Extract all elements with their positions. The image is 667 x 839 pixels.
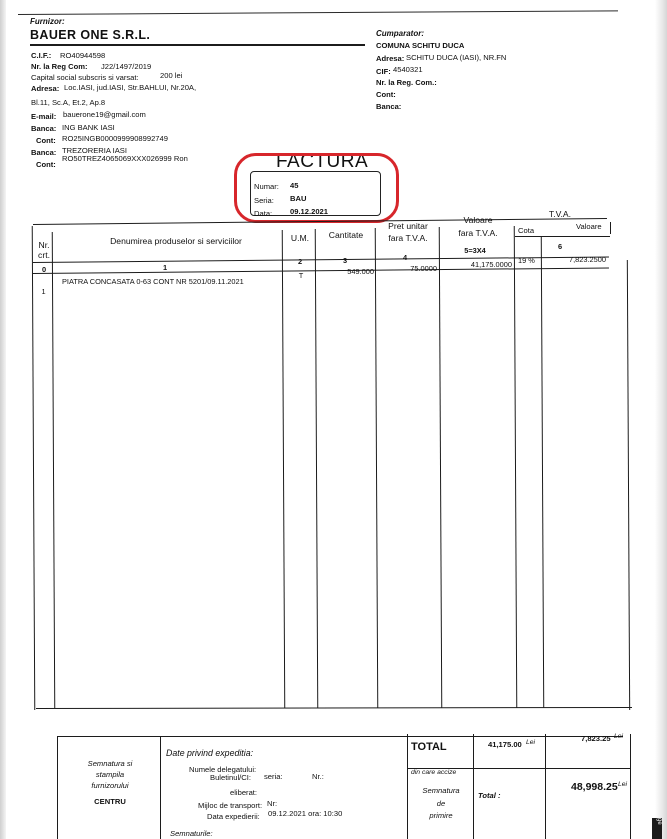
index-cell-4: 4	[402, 253, 408, 262]
supplier-bank2-label: Banca:	[31, 148, 57, 157]
index-cell-3: 3	[342, 256, 348, 265]
total-net-value: 41,175.00	[488, 740, 522, 749]
row-vat-rate: 19 %	[518, 256, 535, 265]
supplier-bank1-label: Banca:	[31, 124, 57, 133]
table-left-border	[32, 226, 36, 710]
col-divider-price	[439, 227, 443, 708]
table-right-border	[627, 260, 630, 710]
issued-label: eliberat:	[230, 788, 258, 797]
vat-header-right-edge	[610, 222, 611, 234]
supplier-bank2: TREZORERIA IASI	[62, 146, 127, 155]
scan-edge-left	[0, 0, 6, 839]
header-name: Denumirea produselor si serviciilor	[110, 236, 242, 246]
header-value-line2: fara T.V.A.	[458, 228, 498, 238]
supplier-signature-place: CENTRU	[94, 797, 126, 806]
header-vat-value: Valoare	[576, 222, 602, 231]
grand-total-unit: Lei	[618, 781, 628, 788]
index-cell-1: 1	[162, 263, 168, 272]
supplier-address-label: Adresa:	[31, 84, 60, 93]
dispatch-date-label: Data expedierii:	[207, 812, 260, 821]
side-edge-tab: ge	[652, 818, 662, 839]
header-vat-group: T.V.A.	[548, 209, 572, 219]
supplier-account1-label: Cont:	[36, 136, 56, 145]
footer-divider-vat	[545, 734, 546, 839]
supplier-heading: Furnizor:	[30, 17, 65, 26]
receipt-signature-line1: Semnatura	[422, 786, 460, 795]
grand-total-value: 48,998.25	[571, 781, 618, 793]
receipt-signature-line3: primire	[429, 811, 453, 820]
supplier-account2: RO50TREZ4065069XXX026999 Ron	[62, 154, 188, 163]
excise-label: din care accize	[411, 769, 457, 776]
supplier-name: BAUER ONE S.R.L.	[30, 28, 151, 42]
footer-divider-expedition	[407, 734, 408, 839]
supplier-signature-line3: furnizorului	[91, 781, 129, 790]
footer-divider-total	[473, 734, 474, 839]
supplier-address-line2: Bl.11, Sc.A, Et.2, Ap.8	[31, 98, 106, 107]
supplier-account1: RO25INGB0000999908992749	[62, 134, 168, 143]
supplier-address-line1: Loc.IASI, jud.IASI, Str.BAHLUI, Nr.20A,	[64, 83, 197, 92]
customer-account-label: Cont:	[376, 90, 396, 99]
transport-number-label: Nr:	[267, 799, 278, 808]
header-price-line2: fara T.V.A.	[388, 233, 428, 243]
header-qty: Cantitate	[328, 230, 364, 240]
footer-left-border	[57, 736, 58, 839]
total-net-unit: Lei	[526, 739, 536, 746]
id-card-label: Buletinul/CI:	[210, 773, 251, 782]
supplier-email: bauerone19@gmail.com	[63, 110, 146, 119]
index-cell-5: 5=3X4	[464, 246, 486, 255]
red-highlight-annotation	[234, 153, 399, 223]
supplier-account2-label: Cont:	[36, 160, 56, 169]
header-rule	[30, 44, 365, 46]
header-vat-rate: Cota	[518, 226, 535, 235]
delegate-label: Numele delegatului:	[189, 765, 257, 774]
row-nr: 1	[41, 287, 46, 296]
col-divider-nr	[52, 232, 55, 708]
total-vat-unit: Lei	[614, 733, 624, 740]
grand-total-label: Total :	[478, 791, 501, 800]
customer-cif: 4540321	[393, 65, 423, 74]
supplier-email-label: E-mail:	[31, 112, 57, 121]
footer-divider-sign	[160, 736, 161, 839]
row-value: 41,175.0000	[470, 260, 512, 269]
document-title: FACTURA	[276, 151, 369, 172]
supplier-reg-label: Nr. la Reg Com:	[31, 62, 88, 71]
customer-heading: Cumparator:	[376, 29, 425, 38]
top-border-line	[18, 10, 618, 15]
supplier-cif-label: C.I.F.:	[31, 51, 52, 60]
supplier-signature-line2: stampila	[95, 770, 125, 779]
footer-top-rule	[57, 736, 623, 737]
invoice-series-label: Seria:	[254, 196, 274, 205]
customer-bank-label: Banca:	[376, 102, 402, 111]
row-qty: 549.000	[347, 267, 374, 276]
invoice-number-label: Numar:	[254, 182, 279, 191]
total-vat-value: 7,823.25	[581, 734, 611, 743]
row-price: 75.0000	[410, 264, 437, 273]
row-product-name: PIATRA CONCASATA 0-63 CONT NR 5201/09.11.2021	[62, 277, 244, 286]
invoice-date-label: Data:	[254, 209, 273, 218]
header-value-line1: Valoare	[463, 215, 493, 225]
customer-address-label: Adresa:	[376, 54, 405, 63]
row-vat-value: 7,823.2500	[569, 255, 606, 264]
supplier-signature-line1: Semnatura si	[87, 759, 133, 768]
customer-name: COMUNA SCHITU DUCA	[376, 41, 465, 50]
id-series-label: seria:	[264, 772, 283, 781]
total-label: TOTAL	[411, 741, 447, 753]
supplier-bank1: ING BANK IASI	[62, 123, 115, 132]
col-divider-um	[315, 229, 319, 708]
invoice-series: BAU	[290, 194, 307, 203]
row-um: T	[298, 271, 304, 280]
signatures-label: Semnaturile:	[170, 829, 213, 838]
supplier-capital: 200 lei	[160, 71, 183, 80]
col-divider-vat-rate	[541, 237, 544, 708]
customer-address: SCHITU DUCA (IASI), NR.FN	[406, 53, 507, 62]
index-cell-2: 2	[297, 257, 303, 266]
vat-group-rule	[515, 236, 610, 237]
invoice-number: 45	[290, 181, 299, 190]
col-divider-value	[514, 226, 518, 708]
col-divider-name	[282, 230, 286, 708]
scan-edge-right	[655, 0, 667, 839]
customer-reg-label: Nr. la Reg. Com.:	[376, 78, 437, 87]
transport-label: Mijloc de transport:	[198, 801, 263, 810]
invoice-date: 09.12.2021	[290, 207, 329, 216]
index-cell-6: 6	[557, 242, 563, 251]
col-divider-qty	[375, 228, 379, 708]
supplier-reg: J22/1497/2019	[101, 62, 152, 71]
header-price-line1: Pret unitar	[388, 221, 428, 231]
supplier-cif: RO40944598	[60, 51, 106, 60]
expedition-title: Date privind expeditia:	[166, 748, 254, 758]
id-number-label: Nr.:	[312, 772, 324, 781]
header-nr: Nr. crt.	[38, 240, 50, 260]
header-um: U.M.	[290, 233, 310, 243]
customer-cif-label: CIF:	[376, 67, 391, 76]
index-cell-0: 0	[41, 265, 47, 274]
footer-right-border	[630, 734, 631, 839]
receipt-signature-line2: de	[436, 799, 446, 808]
dispatch-date-value: 09.12.2021 ora: 10:30	[268, 809, 343, 818]
supplier-capital-label: Capital social subscris si varsat:	[31, 73, 139, 82]
